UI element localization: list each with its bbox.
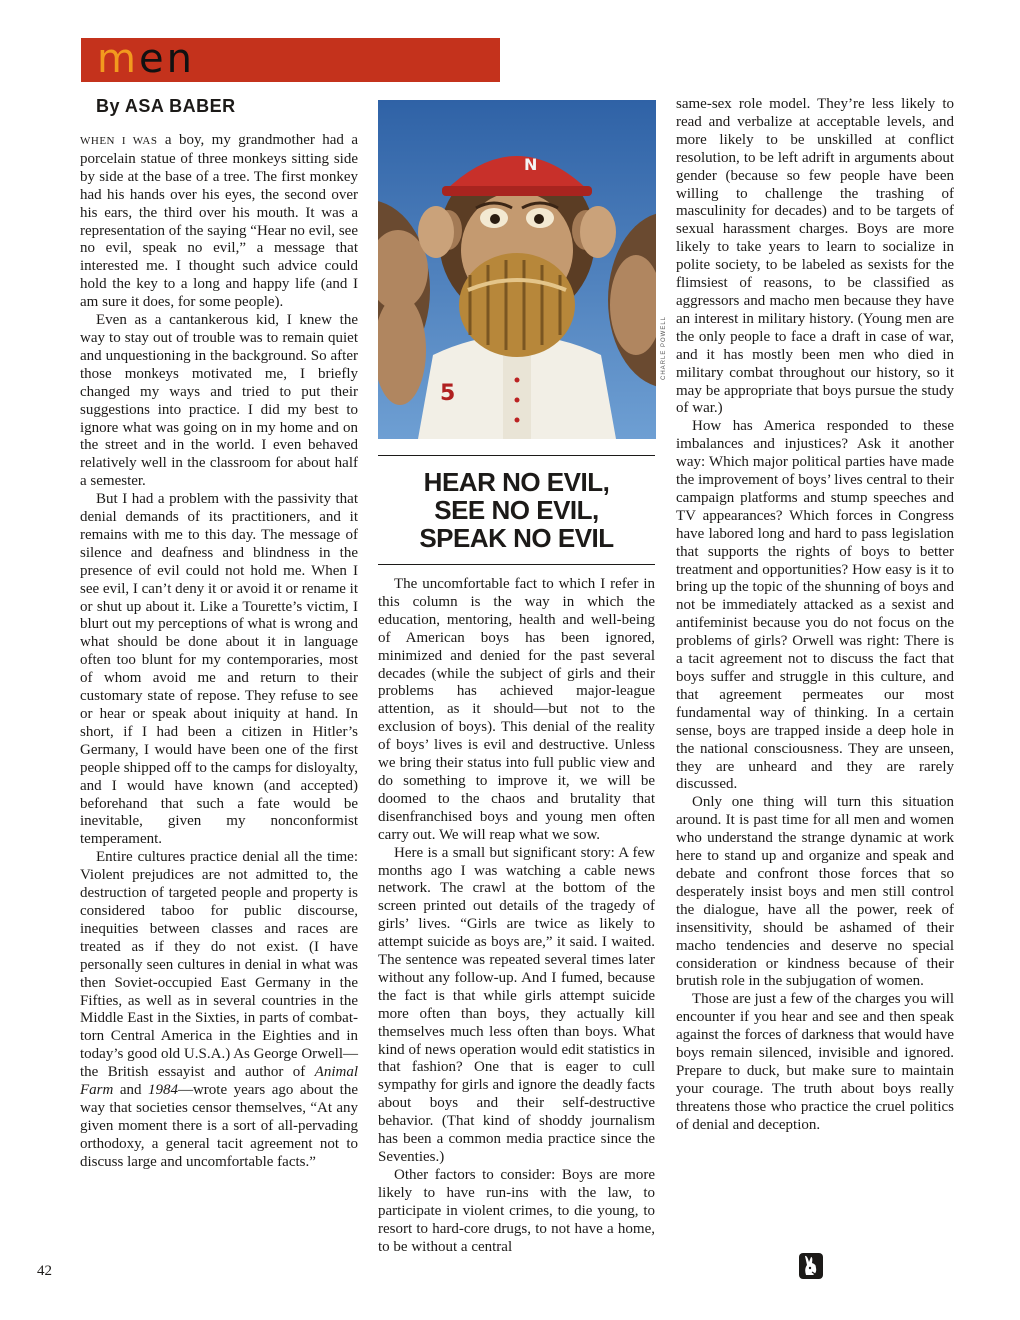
byline: By ASA BABER [96,96,236,116]
paragraph: Only one thing will turn this situation around. It is past time for all men and women who understand the strange dynamic at work here to stand up and organize and speak and debate and confront those forces that so desperately insist boys and men still control the dialogue, have all the power, reek of insensitivity, should be ashamed of their macho tendencies and deserve no special consideration or kindness because of their brutish role in the subjugation of women. [676,794,954,990]
three-monkeys-illustration [378,100,656,439]
paragraph: The uncomfortable fact to which I refer in this column is the way in which the education, mentoring, health and well-being of American boys has been ignored, minimized and denied for the past several decades (while the subject of girls and their problems has achieved major-league attention, as it should—but not to the exclusion of boys). This denial of the reality of boys’ lives is evil and destructive. Unless we bring their status into full public view and do something to improve it, we will be doomed to the chaos and brutality that disenfranchised boys and young men often carry out. We will reap what we sow. [378,576,655,843]
headline: HEAR NO EVIL, SEE NO EVIL, SPEAK NO EVIL [419,467,614,553]
paragraph: Entire cultures practice denial all the time: Violent prejudices are not admitted to, the destruction of targeted people and property is considered taboo for public discourse, inequities between classes and races are treated as if they do not exist. (I have personally seen cultures in denial in what was then Soviet-occupied East Germany in the Fifties, as well as in several countries in the Middle East in the Sixties, in parts of combat-torn Central America in the Eighties and in today’s good old U.S.A.) As George Orwell—the British essayist and author of Animal Farm and 1984—wrote years ago about the way that societies censor themselves, “At any given moment there is a sort of all-pervading orthodoxy, a general tacit agreement not to discuss large and uncomfortable facts.” [80,849,358,1170]
article-column-3 [676,96,954,1135]
page-number: 42 [37,1263,52,1279]
headline-rule-bottom [378,564,655,565]
illustration-credit: CHARLE POWELL [661,315,667,380]
svg-text:5: 5 [440,381,456,406]
book-title: 1984 [147,1082,178,1099]
paragraph: How has America responded to these imbalances and injustices? Ask it another way: Which major political parties have made the improvement of boys’ lives central to their campaign platforms and stump speeches and TV appearances? Which forces in Congress have labored long and hard to pass legislation that supports the rights of boys to better treatment and opportunities? How easy is it to bring up the topic of the shunning of boys and not be immediately attacked as a sexist and antifeminist because you do not focus on the problems of girls? Orwell was right: There is a tacit agreement not to discuss the fact that boys suffer and struggle in this culture, and that agreement permeates our most fundamental way of thinking. In a certain sense, boys are trapped inside a deep hole in the national consciousness. They are unseen, they are unheard and they are rarely discussed. [676,418,954,793]
section-title: men [97,36,195,82]
paragraph: But I had a problem with the passivity that denial demands of its practitioners, and it remains with me to this day. The message of silence and deafness and blindness in the presence of evil could not hold me. When I see evil, I can’t deny it or avoid it or rename it or shut up about it. Like a Tourette’s victim, I blurt out my perceptions of what is wrong and what should be done about it in language often too blunt for my contemporaries, most of whom avoid me and return to their customary state of repose. They refuse to see or hear or speak about iniquity at hand. In short, if I had been a citizen in Hitler’s Germany, I would have been one of the first people shipped off to the camps for disloyalty, and I would have known (and accepted) beforehand that such a fate would be inevitable, given my nonconformist temperament. [80,491,358,848]
svg-text:N: N [524,155,538,174]
paragraph: same-sex role model. They’re less likely to read and verbalize at acceptable levels, and more likely to be unskilled at conflict resolution, to be left adrift in arguments about gender (because so few people have been willing to challenge the trashing of masculinity for decades) and to be targets of sexual harassment charges. Boys are more likely to take years to learn to socialize in polite society, to be labeled as sexists for the flimsiest of reasons, to be classified as aggressors and macho men because they have an interest in military history. (Young men are the only people to face a draft in case of war, and it has mostly been men who died in military combat throughout our history, so it may be appropriate that boys pursue the study of war.) [676,96,954,417]
paragraph: WHEN I WAS a boy, my grandmother had a porcelain statue of three monkeys sitting side by side at the base of a tree. The first monkey had his hands over his eyes, the second over his ears, the third over his mouth. It was a representation of the saying “Hear no evil, see no evil, speak no evil,” a message that interested me. I thought such advice could hold the key to a long and happy life (and I am sure it does, for some people). [80,132,358,311]
paragraph: Here is a small but significant story: A few months ago I was watching a cable news network. The crawl at the bottom of the screen printed out details of the tragedy of girls’ lives. “Girls are twice as likely to attempt suicide as boys are,” it said. I waited. The sentence was repeated several times later without any follow-up. And I fumed, because the fact is that while girls attempt suicide more often than boys, they actually kill themselves much less often than boys. What kind of news operation would edit statistics in that fashion? One that is eager to cull sympathy for girls and ignore the deadly facts about boys and their self-destructive behavior. (That kind of shoddy journalism has been a common media practice since the Seventies.) [378,844,655,1165]
paragraph: Other factors to consider: Boys are more likely to have run-ins with the law, to participate in violent crimes, to die young, to resort to hard-core drugs, to not have a home, to be without a central [378,1166,655,1255]
rabbit-head-icon [799,1253,823,1279]
headline-rule-top [378,455,655,456]
monkey-baseball-image [378,100,656,439]
paragraph: Those are just a few of the charges you will encounter if you hear and see and then speak against the forces of darkness that would have boys remain silenced, invisible and ignored. Prepare to duck, but make sure to maintain your courage. The truth about boys really threatens those who practice the cruel politics of denial and deception. [676,991,954,1133]
lead-in: WHEN I WAS [80,135,158,147]
article-column-2 [378,576,655,1256]
article-column-1 [80,132,358,1172]
book-title: Animal Farm [80,1064,358,1099]
paragraph: Even as a cantankerous kid, I knew the way to stay out of trouble was to remain quiet and unquestioning in the background. So after those monkeys motivated me, I briefly changed my ways and tried to put their suggestions into practice. I did my best to ignore what was going on in my home and on the street and in the world. I even behaved relatively well in the classroom for about half a semester. [80,312,358,490]
section-banner [81,38,500,82]
